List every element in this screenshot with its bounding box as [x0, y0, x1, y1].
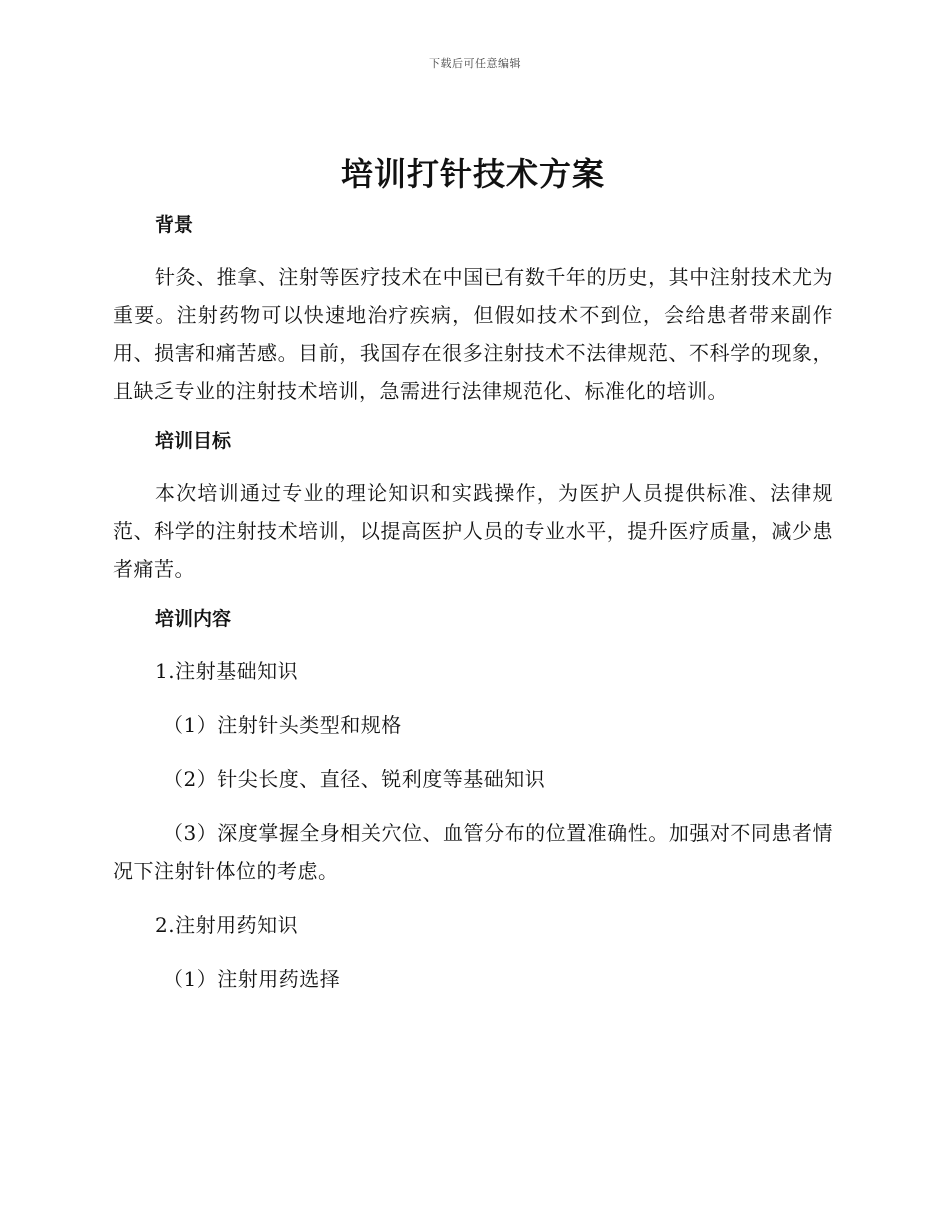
list-item: （2）针尖长度、直径、锐利度等基础知识	[163, 767, 546, 791]
section-heading: 培训内容	[155, 608, 232, 630]
paragraph: 本次培训通过专业的理论知识和实践操作，为医护人员提供标准、法律规范、科学的注射技术培训，以提高医护人员的专业水平，提升医疗质量，减少患者痛苦。	[113, 481, 833, 581]
section-heading: 背景	[155, 214, 194, 236]
list-item: （3）深度掌握全身相关穴位、血管分布的位置准确性。加强对不同患者情况下注射针体位的考虑。	[113, 821, 833, 883]
section-training-goal	[113, 426, 833, 588]
list-item: 2.注射用药知识	[155, 913, 299, 937]
document-title: 培训打针技术方案	[340, 155, 605, 193]
list-item: （1）注射针头类型和规格	[163, 713, 402, 737]
section-heading: 培训目标	[155, 430, 232, 452]
header-note: 下载后可任意编辑	[429, 57, 521, 70]
section-training-content	[113, 604, 833, 998]
list-item: 1.注射基础知识	[155, 659, 299, 683]
document-body	[113, 148, 833, 998]
section-background	[113, 210, 833, 410]
list-item: （1）注射用药选择	[163, 967, 341, 991]
paragraph: 针灸、推拿、注射等医疗技术在中国已有数千年的历史，其中注射技术尤为重要。注射药物可以快速地治疗疾病，但假如技术不到位，会给患者带来副作用、损害和痛苦感。目前，我国存在很多注射技术不法律规范、不科学的现象，且缺乏专业的注射技术培训，急需进行法律规范化、标准化的培训。	[113, 265, 833, 403]
